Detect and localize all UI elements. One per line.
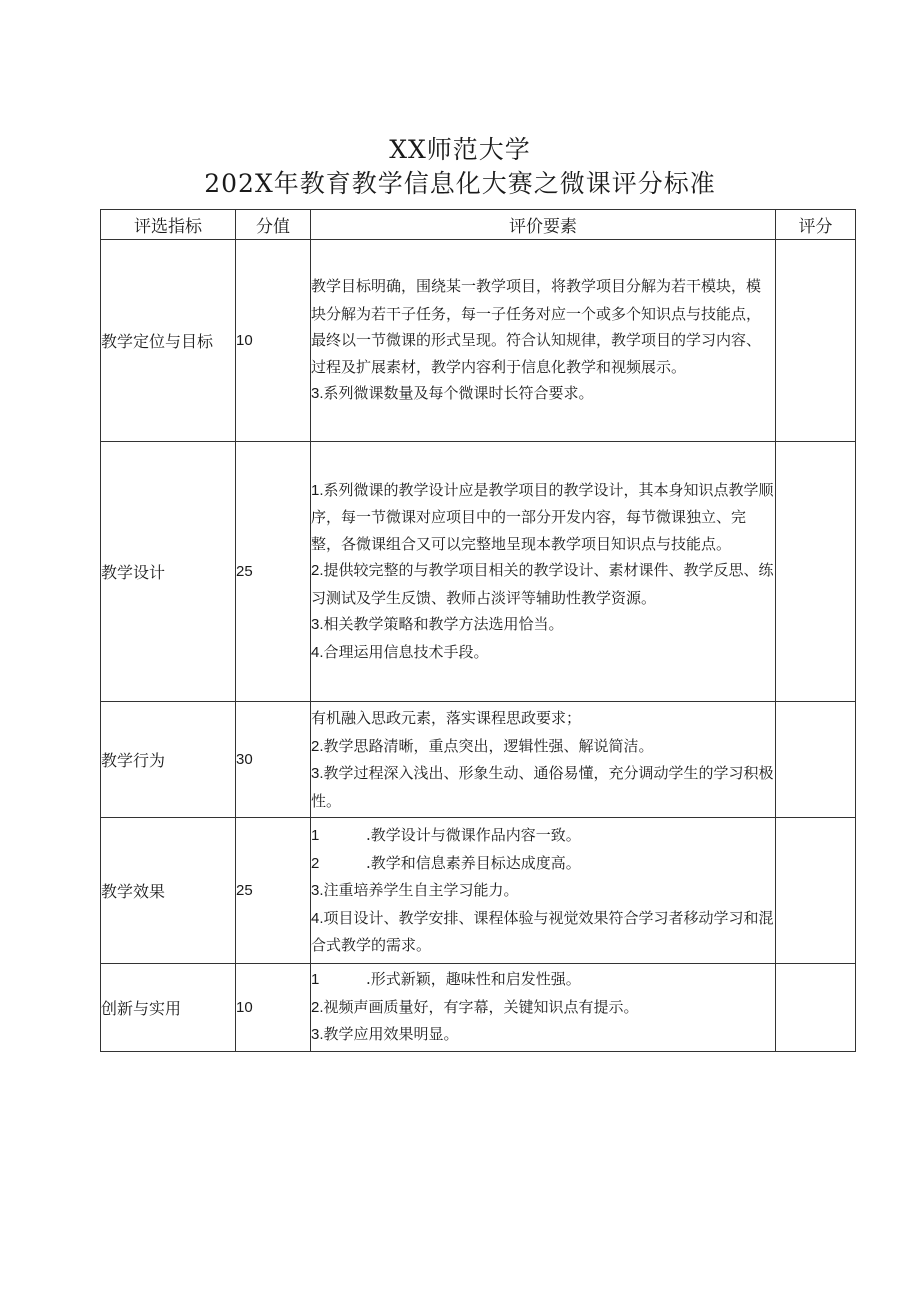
- requirement-item: 4.合理运用信息技术手段。: [311, 642, 489, 661]
- table-row: [101, 818, 856, 964]
- document-title: XX师范大学: [389, 135, 531, 164]
- rating-cell[interactable]: [776, 964, 856, 1052]
- header-criterion: 评选指标: [101, 210, 236, 240]
- requirements-cell: [311, 442, 776, 702]
- requirements-cell: [311, 964, 776, 1052]
- header-rating: 评分: [776, 210, 856, 240]
- requirement-item: 1 .形式新颖，趣味性和启发性强。: [311, 970, 581, 989]
- rating-cell[interactable]: [776, 818, 856, 964]
- requirement-item: 3.教学过程深入浅出、形象生动、通俗易懂，充分调动学生的学习积极性。: [311, 764, 774, 810]
- requirement-item: 2.视频声画质量好，有字幕，关键知识点有提示。: [311, 997, 639, 1016]
- score-cell: 30: [236, 702, 311, 818]
- criterion-cell: 教学效果: [101, 818, 236, 964]
- criterion-cell: 教学设计: [101, 442, 236, 702]
- criterion-cell: 教学定位与目标: [101, 240, 236, 442]
- requirement-item: 3.注重培养学生自主学习能力。: [311, 881, 519, 900]
- rating-cell[interactable]: [776, 240, 856, 442]
- criterion-cell: 创新与实用: [101, 964, 236, 1052]
- requirement-item: 3.相关教学策略和教学方法选用恰当。: [311, 615, 564, 634]
- table-header-row: [101, 210, 856, 240]
- rating-cell[interactable]: [776, 702, 856, 818]
- header-requirements: 评价要素: [311, 210, 776, 240]
- requirement-item: 2 .教学和信息素养目标达成度高。: [311, 853, 581, 872]
- requirement-item: 2.提供较完整的与教学项目相关的教学设计、素材课件、教学反思、练习测试及学生反馈、教师占淡评等辅助性教学资源。: [311, 561, 774, 607]
- score-cell: 25: [236, 818, 311, 964]
- requirements-cell: [311, 240, 776, 442]
- requirement-item: 1 .教学设计与微课作品内容一致。: [311, 826, 581, 845]
- table-row: [101, 702, 856, 818]
- table-row: [101, 964, 856, 1052]
- rating-cell[interactable]: [776, 442, 856, 702]
- criterion-cell: 教学行为: [101, 702, 236, 818]
- requirement-item: 4.项目设计、教学安排、课程体验与视觉效果符合学习者移动学习和混合式教学的需求。: [311, 908, 774, 955]
- requirement-item: 2.教学思路清晰，重点突出，逻辑性强、解说简洁。: [311, 736, 654, 755]
- score-cell: 10: [236, 964, 311, 1052]
- table-row: [101, 240, 856, 442]
- requirements-cell: [311, 702, 776, 818]
- requirement-item: 教学目标明确，围绕某一教学项目，将教学项目分解为若干模块，模块分解为若干子任务，每一子任务对应一个或多个知识点与技能点，最终以一节微课的形式呈现。符合认知规律，教学项目的学习内容、过程及扩展素材，教学内容利于信息化教学和视频展示。: [311, 277, 762, 376]
- requirements-cell: [311, 818, 776, 964]
- requirement-item: 有机融入思政元素，落实课程思政要求；: [311, 709, 582, 727]
- score-cell: 10: [236, 240, 311, 442]
- header-score: 分值: [236, 210, 311, 240]
- requirement-item: 3.教学应用效果明显。: [311, 1025, 459, 1044]
- score-cell: 25: [236, 442, 311, 702]
- document-subtitle: 202X年教育教学信息化大赛之微课评分标准: [204, 169, 716, 198]
- scoring-table: [100, 209, 856, 1052]
- requirement-item: 3.系列微课数量及每个微课时长符合要求。: [311, 384, 594, 403]
- table-row: [101, 442, 856, 702]
- requirement-item: 1.系列微课的教学设计应是教学项目的教学设计，其本身知识点教学顺序，每一节微课对应项目中的一部分开发内容，每节微课独立、完整，各微课组合又可以完整地呈现本教学项目知识点与技能点。: [311, 480, 774, 553]
